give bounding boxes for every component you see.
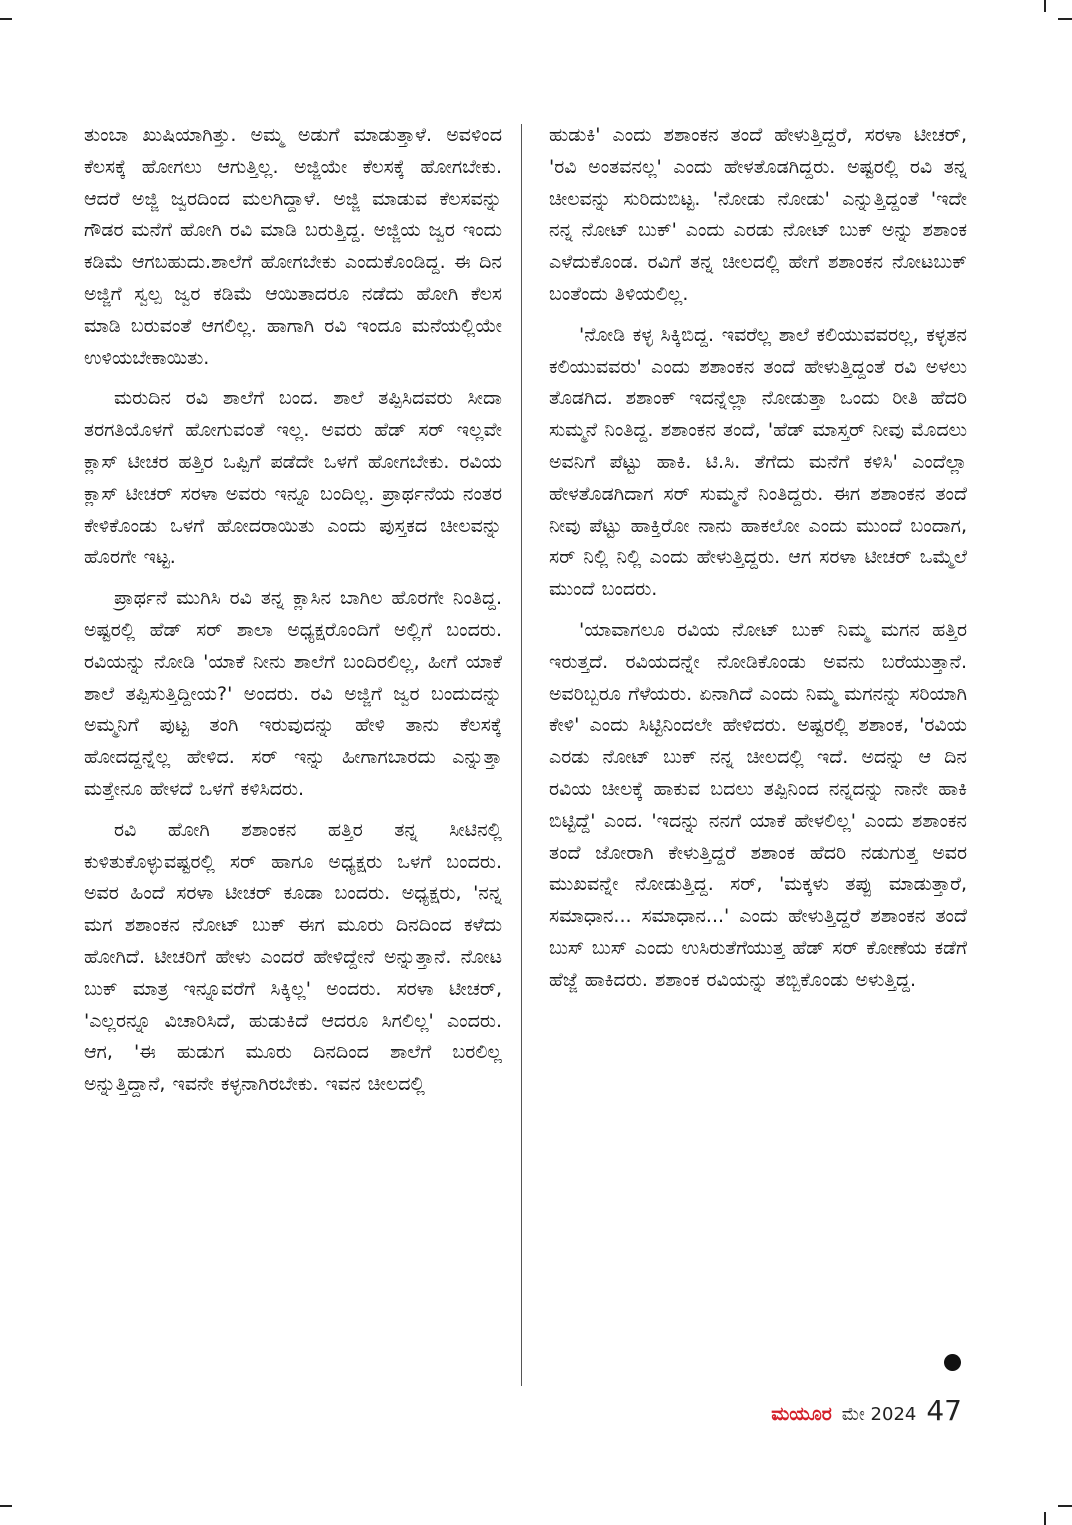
paragraph: ಪ್ರಾರ್ಥನೆ ಮುಗಿಸಿ ರವಿ ತನ್ನ ಕ್ಲಾಸಿನ ಬಾಗಿಲ ಹೊರಗೇ ನಿಂತಿದ್ದ. ಅಷ್ಟರಲ್ಲಿ ಹೆಡ್ ಸರ್ ಶಾಲಾ ಅಧ್ಯಕ್ಷರೊಂದಿಗೆ ಅಲ್ಲಿಗೆ ಬಂದರು. ರವಿಯನ್ನು ನೋಡಿ 'ಯಾಕೆ ನೀನು ಶಾಲೆಗೆ ಬಂದಿರಲಿಲ್ಲ, ಹೀಗೆ ಯಾಕೆ ಶಾಲೆ ತಪ್ಪಿಸುತ್ತಿದ್ದೀಯ?' ಅಂದರು. ರವಿ ಅಜ್ಜಿಗೆ ಜ್ವರ ಬಂದುದನ್ನು ಅಮ್ಮನಿಗೆ ಪುಟ್ಟ ತಂಗಿ ಇರುವುದನ್ನು ಹೇಳಿ ತಾನು ಕೆಲಸಕ್ಕೆ ಹೋದದ್ದನ್ನೆಲ್ಲ ಹೇಳಿದ. ಸರ್ ಇನ್ನು ಹೀಗಾಗಬಾರದು ಎನ್ನುತ್ತಾ ಮತ್ತೇನೂ ಹೇಳದೆ ಒಳಗೆ ಕಳಿಸಿದರು. (84, 587, 502, 800)
paragraph: ತುಂಬಾ ಖುಷಿಯಾಗಿತ್ತು. ಅಮ್ಮ ಅಡುಗೆ ಮಾಡುತ್ತಾಳೆ. ಅವಳಿಂದ ಕೆಲಸಕ್ಕೆ ಹೋಗಲು ಆಗುತ್ತಿಲ್ಲ. ಅಜ್ಜಿಯೇ ಕೆಲಸಕ್ಕೆ ಹೋಗಬೇಕು. ಆದರೆ ಅಜ್ಜಿ ಜ್ವರದಿಂದ ಮಲಗಿದ್ದಾಳೆ. ಅಜ್ಜಿ ಮಾಡುವ ಕೆಲಸವನ್ನು ಗೌಡರ ಮನೆಗೆ ಹೋಗಿ ರವಿ ಮಾಡಿ ಬರುತ್ತಿದ್ದ. ಅಜ್ಜಿಯ ಜ್ವರ ಇಂದು ಕಡಿಮೆ ಆಗಬಹುದು.ಶಾಲೆಗೆ ಹೋಗಬೇಕು ಎಂದುಕೊಂಡಿದ್ದ. ಈ ದಿನ ಅಜ್ಜಿಗೆ ಸ್ವಲ್ಪ ಜ್ವರ ಕಡಿಮೆ ಆಯಿತಾದರೂ ನಡೆದು ಹೋಗಿ ಕೆಲಸ ಮಾಡಿ ಬರುವಂತೆ ಆಗಲಿಲ್ಲ. ಹಾಗಾಗಿ ರವಿ ಇಂದೂ ಮನೆಯಲ್ಲಿಯೇ ಉಳಿಯಬೇಕಾಯಿತು. (84, 124, 502, 369)
story-end-bullet-icon (944, 1354, 961, 1371)
paragraph: 'ಯಾವಾಗಲೂ ರವಿಯ ನೋಟ್ ಬುಕ್ ನಿಮ್ಮ ಮಗನ ಹತ್ತಿರ ಇರುತ್ತದೆ. ರವಿಯದನ್ನೇ ನೋಡಿಕೊಂಡು ಅವನು ಬರೆಯುತ್ತಾನೆ. ಅವರಿಬ್ಬರೂ ಗೆಳೆಯರು. ಏನಾಗಿದೆ ಎಂದು ನಿಮ್ಮ ಮಗನನ್ನು ಸರಿಯಾಗಿ ಕೇಳಿ' ಎಂದು ಸಿಟ್ಟಿನಿಂದಲೇ ಹೇಳಿದರು. ಅಷ್ಟರಲ್ಲಿ ಶಶಾಂಕ, 'ರವಿಯ ಎರಡು ನೋಟ್ ಬುಕ್ ನನ್ನ ಚೀಲದಲ್ಲಿ ಇದೆ. ಅದನ್ನು ಆ ದಿನ ರವಿಯ ಚೀಲಕ್ಕೆ ಹಾಕುವ ಬದಲು ತಪ್ಪಿನಿಂದ ನನ್ನದನ್ನು ನಾನೇ ಹಾಕಿ ಬಿಟ್ಟಿದ್ದೆ' ಎಂದ. 'ಇದನ್ನು ನನಗೆ ಯಾಕೆ ಹೇಳಲಿಲ್ಲ' ಎಂದು ಶಶಾಂಕನ ತಂದೆ ಜೋರಾಗಿ ಕೇಳುತ್ತಿದ್ದರೆ ಶಶಾಂಕ ಹೆದರಿ ನಡುಗುತ್ತ ಅವರ ಮುಖವನ್ನೇ ನೋಡುತ್ತಿದ್ದ. ಸರ್, 'ಮಕ್ಕಳು ತಪ್ಪು ಮಾಡುತ್ತಾರೆ, ಸಮಾಧಾನ... ಸಮಾಧಾನ...' ಎಂದು ಹೇಳುತ್ತಿದ್ದರೆ ಶಶಾಂಕನ ತಂದೆ ಬುಸ್ ಬುಸ್ ಎಂದು ಉಸಿರುತೆಗೆಯುತ್ತ ಹೆಡ್ ಸರ್ ಕೋಣೆಯ ಕಡೆಗೆ ಹೆಜ್ಜೆ ಹಾಕಿದರು. ಶಶಾಂಕ ರವಿಯನ್ನು ತಬ್ಬಿಕೊಂಡು ಅಳುತ್ತಿದ್ದ. (549, 618, 967, 991)
paragraph: ಹುಡುಕಿ' ಎಂದು ಶಶಾಂಕನ ತಂದೆ ಹೇಳುತ್ತಿದ್ದರೆ, ಸರಳಾ ಟೀಚರ್, 'ರವಿ ಅಂತವನಲ್ಲ' ಎಂದು ಹೇಳತೊಡಗಿದ್ದರು. ಅಷ್ಟರಲ್ಲಿ ರವಿ ತನ್ನ ಚೀಲವನ್ನು ಸುರಿದುಬಿಟ್ಟ. 'ನೋಡು ನೋಡು' ಎನ್ನುತ್ತಿದ್ದಂತೆ 'ಇದೇ ನನ್ನ ನೋಟ್ ಬುಕ್' ಎಂದು ಎರಡು ನೋಟ್ ಬುಕ್ ಅನ್ನು ಶಶಾಂಕ ಎಳೆದುಕೊಂಡ. ರವಿಗೆ ತನ್ನ ಚೀಲದಲ್ಲಿ ಹೇಗೆ ಶಶಾಂಕನ ನೋಟಬುಕ್ ಬಂತೆಂದು ತಿಳಿಯಲಿಲ್ಲ. (549, 124, 967, 305)
crop-mark-bottom-right-vertical (1044, 1512, 1046, 1525)
issue-date: ಮೇ 2024 (841, 1404, 917, 1425)
left-text-column (84, 120, 502, 1388)
crop-mark-top-left (0, 18, 12, 20)
paragraph: 'ನೋಡಿ ಕಳ್ಳ ಸಿಕ್ಕಿಬಿದ್ದ. ಇವರೆಲ್ಲ ಶಾಲೆ ಕಲಿಯುವವರಲ್ಲ, ಕಳ್ಳತನ ಕಲಿಯುವವರು' ಎಂದು ಶಶಾಂಕನ ತಂದೆ ಹೇಳುತ್ತಿದ್ದಂತೆ ರವಿ ಅಳಲು ತೊಡಗಿದ. ಶಶಾಂಕ್ ಇದನ್ನೆಲ್ಲಾ ನೋಡುತ್ತಾ ಒಂದು ರೀತಿ ಹೆದರಿ ಸುಮ್ಮನೆ ನಿಂತಿದ್ದ. ಶಶಾಂಕನ ತಂದೆ, 'ಹೆಡ್ ಮಾಸ್ತರ್ ನೀವು ಮೊದಲು ಅವನಿಗೆ ಪೆಟ್ಟು ಹಾಕಿ. ಟಿ.ಸಿ. ತೆಗೆದು ಮನೆಗೆ ಕಳಿಸಿ' ಎಂದೆಲ್ಲಾ ಹೇಳತೊಡಗಿದಾಗ ಸರ್ ಸುಮ್ಮನೆ ನಿಂತಿದ್ದರು. ಈಗ ಶಶಾಂಕನ ತಂದೆ ನೀವು ಪೆಟ್ಟು ಹಾಕ್ತಿರೋ ನಾನು ಹಾಕಲೋ ಎಂದು ಮುಂದೆ ಬಂದಾಗ, ಸರ್ ನಿಲ್ಲಿ ನಿಲ್ಲಿ ಎಂದು ಹೇಳುತ್ತಿದ್ದರು. ಆಗ ಸರಳಾ ಟೀಚರ್ ಒಮ್ಮೆಲೆ ಮುಂದೆ ಬಂದರು. (549, 323, 967, 601)
crop-mark-top-right (1058, 18, 1072, 20)
right-text-column (549, 120, 967, 1388)
crop-mark-top-right-vertical (1044, 0, 1046, 12)
page-footer (771, 1394, 962, 1427)
paragraph: ಮರುದಿನ ರವಿ ಶಾಲೆಗೆ ಬಂದ. ಶಾಲೆ ತಪ್ಪಿಸಿದವರು ಸೀದಾ ತರಗತಿಯೊಳಗೆ ಹೋಗುವಂತೆ ಇಲ್ಲ. ಅವರು ಹೆಡ್ ಸರ್ ಇಲ್ಲವೇ ಕ್ಲಾಸ್ ಟೀಚರ ಹತ್ತಿರ ಒಪ್ಪಿಗೆ ಪಡೆದೇ ಒಳಗೆ ಹೋಗಬೇಕು. ರವಿಯ ಕ್ಲಾಸ್ ಟೀಚರ್ ಸರಳಾ ಅವರು ಇನ್ನೂ ಬಂದಿಲ್ಲ. ಪ್ರಾರ್ಥನೆಯ ನಂತರ ಕೇಳಿಕೊಂಡು ಒಳಗೆ ಹೋದರಾಯಿತು ಎಂದು ಪುಸ್ತಕದ ಚೀಲವನ್ನು ಹೊರಗೇ ಇಟ್ಟ. (84, 387, 502, 569)
crop-mark-bottom-left (0, 1505, 12, 1507)
magazine-name: ಮಯೂರ (771, 1403, 832, 1425)
column-divider (521, 124, 522, 1386)
crop-mark-bottom-right (1058, 1505, 1072, 1507)
paragraph: ರವಿ ಹೋಗಿ ಶಶಾಂಕನ ಹತ್ತಿರ ತನ್ನ ಸೀಟಿನಲ್ಲಿ ಕುಳಿತುಕೊಳ್ಳುವಷ್ಟರಲ್ಲಿ ಸರ್ ಹಾಗೂ ಅಧ್ಯಕ್ಷರು ಒಳಗೆ ಬಂದರು. ಅವರ ಹಿಂದೆ ಸರಳಾ ಟೀಚರ್ ಕೂಡಾ ಬಂದರು. ಅಧ್ಯಕ್ಷರು, 'ನನ್ನ ಮಗ ಶಶಾಂಕನ ನೋಟ್ ಬುಕ್ ಈಗ ಮೂರು ದಿನದಿಂದ ಕಳೆದು ಹೋಗಿದೆ. ಟೀಚರಿಗೆ ಹೇಳು ಎಂದರೆ ಹೇಳಿದ್ದೇನೆ ಅನ್ನುತ್ತಾನೆ. ನೋಟ ಬುಕ್ ಮಾತ್ರ ಇನ್ನೂವರೆಗೆ ಸಿಕ್ಕಿಲ್ಲ' ಅಂದರು. ಸರಳಾ ಟೀಚರ್, 'ಎಲ್ಲರನ್ನೂ ವಿಚಾರಿಸಿದೆ, ಹುಡುಕಿದೆ ಆದರೂ ಸಿಗಲಿಲ್ಲ' ಎಂದರು. ಆಗ, 'ಈ ಹುಡುಗ ಮೂರು ದಿನದಿಂದ ಶಾಲೆಗೆ ಬರಲಿಲ್ಲ ಅನ್ನುತ್ತಿದ್ದಾನೆ, ಇವನೇ ಕಳ್ಳನಾಗಿರಬೇಕು. ಇವನ ಚೀಲದಲ್ಲಿ (84, 818, 502, 1096)
page-number: 47 (926, 1394, 962, 1427)
